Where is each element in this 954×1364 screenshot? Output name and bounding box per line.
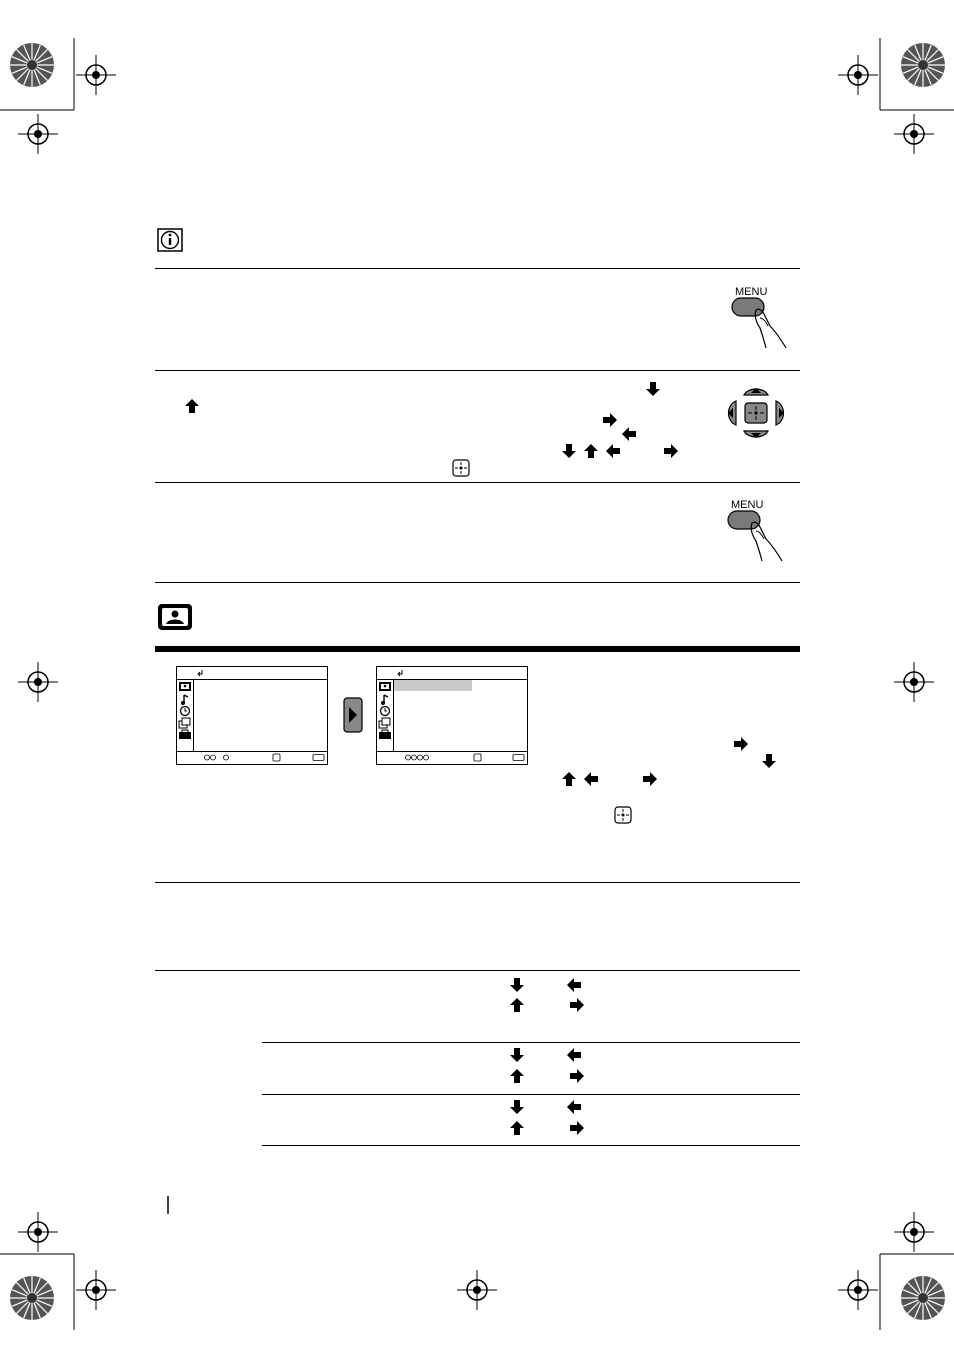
arrow-right-icon [569,997,585,1013]
arrow-left-icon [583,771,599,787]
arrow-down-icon [761,753,777,769]
arrow-left-icon [605,443,621,459]
menu-button-label: MENU [735,286,768,298]
osd-menu-icons [378,681,392,741]
arrow-right-icon [602,412,618,428]
section-divider-thick [155,646,800,652]
table-row-divider [262,1094,800,1095]
osd-footer-icons [377,752,527,763]
return-icon [196,669,204,677]
osd-menu-icons [178,681,192,741]
arrow-up-icon [184,398,200,414]
section-divider [155,882,800,883]
osd-footer-icons [177,752,327,763]
arrow-down-icon [509,1047,525,1063]
section-divider [155,482,800,483]
arrow-right-icon [642,771,658,787]
section-divider [155,582,800,583]
arrow-left-icon [566,977,582,993]
table-row-divider [262,1042,800,1043]
picture-menu-icon [157,603,193,631]
menu-button-label: MENU [731,499,764,511]
arrow-right-icon [733,736,749,752]
arrow-right-icon [569,1120,585,1136]
table-row-divider [262,1145,800,1146]
arrow-right-icon [569,1068,585,1084]
info-icon [157,228,183,252]
section-divider [155,970,800,971]
osd-selected-row [394,680,472,691]
arrow-down-icon [561,443,577,459]
section-divider [155,370,800,371]
section-divider [155,268,800,269]
arrow-down-icon [509,1099,525,1115]
arrow-up-icon [583,443,599,459]
menu-button-icon [726,296,792,362]
arrow-up-icon [509,1068,525,1084]
arrow-left-icon [566,1099,582,1115]
arrow-up-icon [561,771,577,787]
next-step-arrow-icon [343,697,363,733]
arrow-up-icon [509,997,525,1013]
arrow-down-icon [509,977,525,993]
return-icon [396,669,404,677]
osd-menu-screen [176,666,328,765]
arrow-up-icon [509,1120,525,1136]
arrow-left-icon [621,426,637,442]
menu-button-icon [722,509,788,575]
ok-button-icon [614,806,632,824]
arrow-left-icon [566,1047,582,1063]
arrow-right-icon [663,443,679,459]
ok-button-icon [452,459,470,477]
arrow-down-icon [645,381,661,397]
direction-pad-icon [718,383,794,443]
osd-picture-menu-screen [376,666,528,765]
